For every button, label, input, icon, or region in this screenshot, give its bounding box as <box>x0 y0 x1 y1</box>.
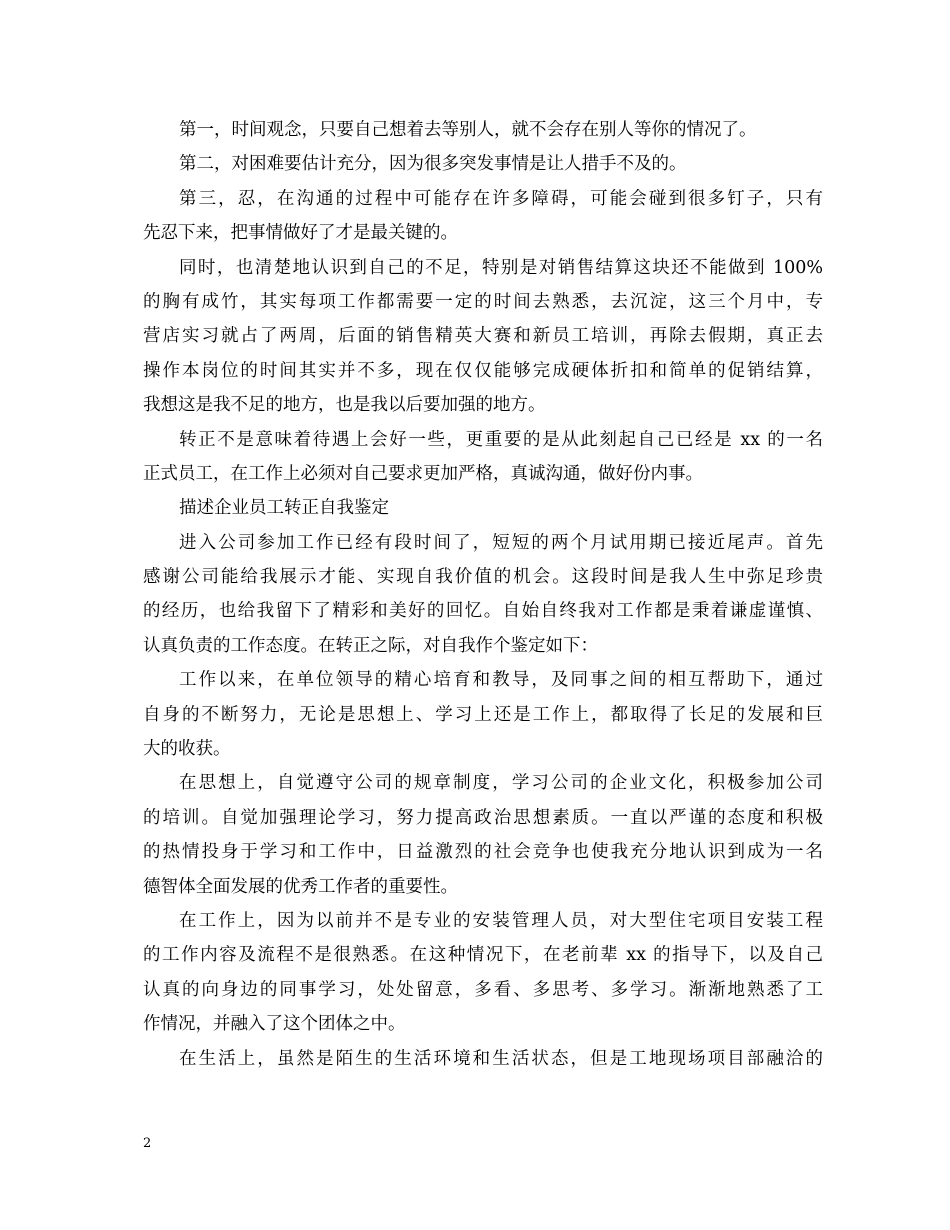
text-line: 在生活上，虽然是陌生的生活环境和生活状态，但是工地现场项目部融洽的 <box>179 1048 823 1069</box>
text-line: 作情况，并融入了这个团体之中。 <box>143 1014 406 1035</box>
text-line: 第一，时间观念，只要自己想着去等别人，就不会存在别人等你的情况了。 <box>179 120 757 140</box>
text-line: 的胸有成竹，其实每项工作都需要一定的时间去熟悉，去沉淀，这三个月中，专 <box>143 291 823 312</box>
page-number: 2 <box>143 1136 152 1151</box>
text-line: 的工作内容及流程不是很熟悉。在这种情况下，在老前辈 xx 的指导下，以及自己 <box>143 945 823 966</box>
text-line: 我想这是我不足的地方，也是我以后要加强的地方。 <box>143 395 546 416</box>
text-line: 自身的不断努力，无论是思想上、学习上还是工作上，都取得了长足的发展和巨 <box>143 704 823 725</box>
text-line: 的热情投身于学习和工作中，日益激烈的社会竞争也使我充分地认识到成为一名 <box>143 842 823 863</box>
text-line: 操作本岗位的时间其实并不多，现在仅仅能够完成硬体折扣和简单的促销结算， <box>143 360 823 381</box>
text-line: 描述企业员工转正自我鉴定 <box>179 498 389 519</box>
text-line: 正式员工，在工作上必须对自己要求更加严格，真诚沟通，做好份内事。 <box>143 463 703 484</box>
text-line: 第二，对困难要估计充分，因为很多突发事情是让人措手不及的。 <box>179 154 687 175</box>
text-line: 在思想上，自觉遵守公司的规章制度，学习公司的企业文化，积极参加公司 <box>179 773 823 794</box>
text-line: 营店实习就占了两周，后面的销售精英大赛和新员工培训，再除去假期，真正去 <box>143 326 823 347</box>
text-line: 大的收获。 <box>143 739 231 760</box>
text-line: 工作以来，在单位领导的精心培育和教导，及同事之间的相互帮助下，通过 <box>179 670 823 691</box>
text-line: 在工作上，因为以前并不是专业的安装管理人员，对大型住宅项目安装工程 <box>179 910 823 931</box>
text-line: 的培训。自觉加强理论学习，努力提高政治思想素质。一直以严谨的态度和积极 <box>143 807 823 828</box>
body-text <box>143 113 823 1076</box>
text-line: 先忍下来，把事情做好了才是最关键的。 <box>143 223 458 244</box>
text-line: 转正不是意味着待遇上会好一些，更重要的是从此刻起自己已经是 xx 的一名 <box>179 429 823 450</box>
text-line: 认真负责的工作态度。在转正之际，对自我作个鉴定如下： <box>143 635 598 656</box>
text-line: 认真的向身边的同事学习，处处留意，多看、多思考、多学习。渐渐地熟悉了工 <box>143 979 823 1000</box>
text-line: 的经历，也给我留下了精彩和美好的回忆。自始自终我对工作都是秉着谦虚谨慎、 <box>143 601 823 622</box>
text-line: 感谢公司能给我展示才能、实现自我价值的机会。这段时间是我人生中弥足珍贵 <box>143 567 823 588</box>
text-line: 第三，忍，在沟通的过程中可能存在许多障碍，可能会碰到很多钉子，只有 <box>179 188 823 209</box>
text-line: 同时，也清楚地认识到自己的不足，特别是对销售结算这块还不能做到 100% <box>179 257 823 278</box>
text-line: 进入公司参加工作已经有段时间了，短短的两个月试用期已接近尾声。首先 <box>179 532 823 553</box>
text-line: 德智体全面发展的优秀工作者的重要性。 <box>143 876 458 897</box>
